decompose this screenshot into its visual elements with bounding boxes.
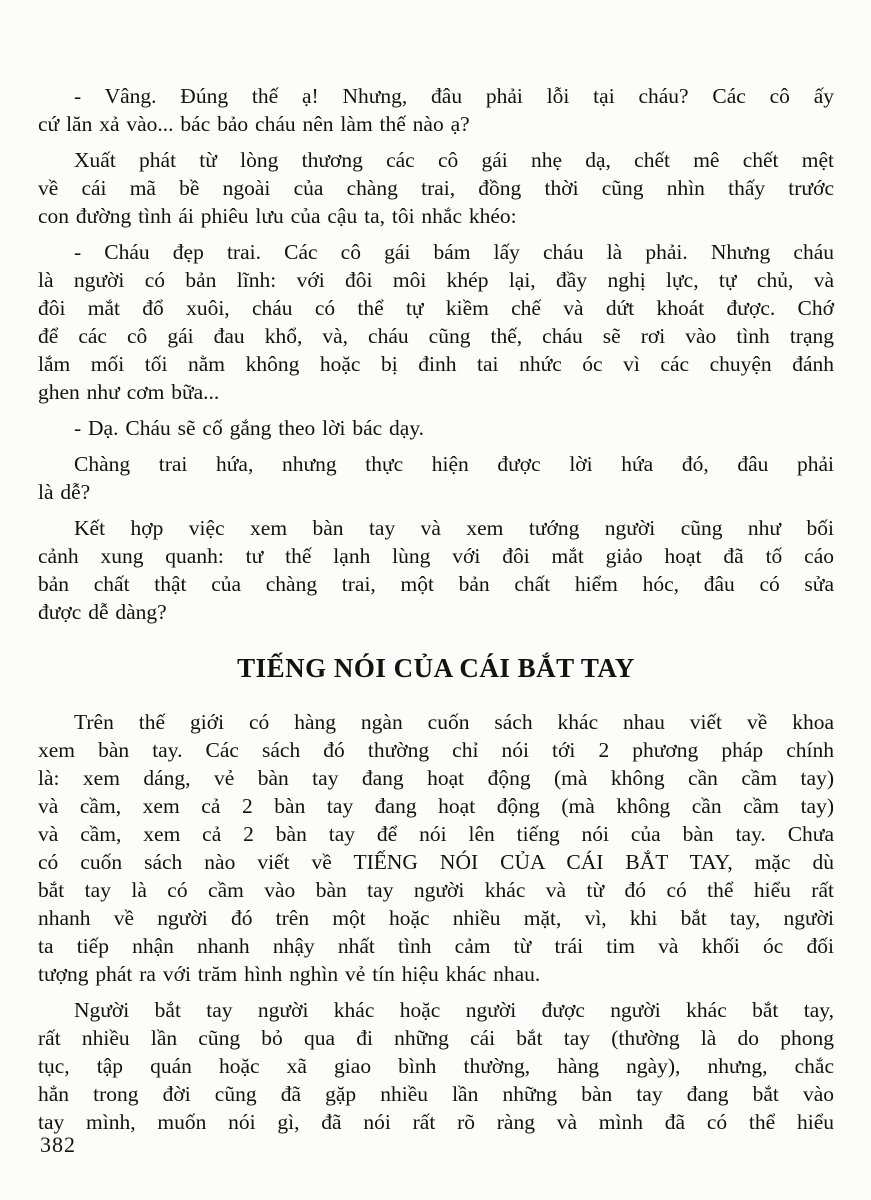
text-line: Xuất phát từ lòng thương các cô gái nhẹ dạ, chết mê chết mệt xyxy=(74,148,834,172)
paragraph xyxy=(38,146,834,230)
paragraph xyxy=(38,238,834,406)
text-line: và cầm, xem cả 2 bàn tay để nói lên tiếng nói của bàn tay. Chưa xyxy=(38,822,834,846)
dialogue-paragraphs xyxy=(38,82,834,626)
text-line: tượng phát ra với trăm hình nghìn vẻ tín hiệu khác nhau. xyxy=(38,962,541,986)
text-line: rất nhiều lần cũng bỏ qua đi những cái bắt tay (thường là do phong xyxy=(38,1026,834,1050)
text-line: bản chất thật của chàng trai, một bản chất hiểm hóc, đâu có sửa xyxy=(38,572,834,596)
text-line: là người có bản lĩnh: với đôi môi khép lại, đầy nghị lực, tự chủ, và xyxy=(38,268,834,292)
page-number: 382 xyxy=(40,1132,76,1157)
text-line: tay mình, muốn nói gì, đã nói rất rõ ràng và mình đã có thể hiểu xyxy=(38,1110,834,1134)
text-line: tục, tập quán hoặc xã giao bình thường, hàng ngày), nhưng, chắc xyxy=(38,1054,834,1078)
paragraph xyxy=(38,82,834,138)
text-line: hẳn trong đời cũng đã gặp nhiều lần những bàn tay đang bắt vào xyxy=(38,1082,834,1106)
text-line: ta tiếp nhận nhanh nhậy nhất tình cảm từ trái tim và khối óc đối xyxy=(38,934,834,958)
text-line: đôi mắt đổ xuôi, cháu có thể tự kiềm chế và dứt khoát được. Chớ xyxy=(38,296,834,320)
text-line: là dễ? xyxy=(38,480,91,504)
text-line: và cầm, xem cả 2 bàn tay đang hoạt động (mà không cần cầm tay) xyxy=(38,794,834,818)
paragraph xyxy=(38,996,834,1136)
text-line: cứ lăn xả vào... bác bảo cháu nên làm thế nào ạ? xyxy=(38,112,470,136)
text-line: ghen như cơm bữa... xyxy=(38,380,220,404)
paragraph xyxy=(38,450,834,506)
text-line: là: xem dáng, vẻ bàn tay đang hoạt động (mà không cần cầm tay) xyxy=(38,766,834,790)
text-line: con đường tình ái phiêu lưu của cậu ta, tôi nhắc khéo: xyxy=(38,204,517,228)
text-line: - Vâng. Đúng thế ạ! Nhưng, đâu phải lỗi tại cháu? Các cô ấy xyxy=(74,84,834,108)
text-line: cảnh xung quanh: tư thế lạnh lùng với đôi mắt giảo hoạt đã tố cáo xyxy=(38,544,834,568)
text-line: có cuốn sách nào viết về TIẾNG NÓI CỦA CÁI BẮT TAY, mặc dù xyxy=(38,850,834,874)
paragraph xyxy=(38,708,834,988)
chapter-paragraphs xyxy=(38,708,834,1136)
chapter-heading: TIẾNG NÓI CỦA CÁI BẮT TAY xyxy=(237,653,635,683)
text-line: Chàng trai hứa, nhưng thực hiện được lời hứa đó, đâu phải xyxy=(74,452,834,476)
paragraph xyxy=(38,514,834,626)
text-line: bắt tay là có cầm vào bàn tay người khác và từ đó có thể hiểu rất xyxy=(38,878,834,902)
page-body xyxy=(38,82,834,1136)
text-line: lắm mối tối nằm không hoặc bị đinh tai nhức óc vì các chuyện đánh xyxy=(38,352,834,376)
text-line: để các cô gái đau khổ, và, cháu cũng thế, cháu sẽ rơi vào tình trạng xyxy=(38,324,834,348)
text-line: Trên thế giới có hàng ngàn cuốn sách khác nhau viết về khoa xyxy=(74,710,834,734)
text-line: nhanh về người đó trên một hoặc nhiều mặt, vì, khi bắt tay, người xyxy=(38,906,834,930)
text-line: - Cháu đẹp trai. Các cô gái bám lấy cháu là phải. Nhưng cháu xyxy=(74,240,834,264)
paragraph xyxy=(38,414,834,442)
text-line: được dễ dàng? xyxy=(38,600,167,624)
text-line: - Dạ. Cháu sẽ cố gắng theo lời bác dạy. xyxy=(74,416,425,440)
text-line: về cái mã bề ngoài của chàng trai, đồng thời cũng nhìn thấy trước xyxy=(38,176,834,200)
text-line: xem bàn tay. Các sách đó thường chỉ nói tới 2 phương pháp chính xyxy=(38,738,834,762)
text-line: Kết hợp việc xem bàn tay và xem tướng người cũng như bối xyxy=(74,516,834,540)
text-line: Người bắt tay người khác hoặc người được người khác bắt tay, xyxy=(74,998,834,1022)
